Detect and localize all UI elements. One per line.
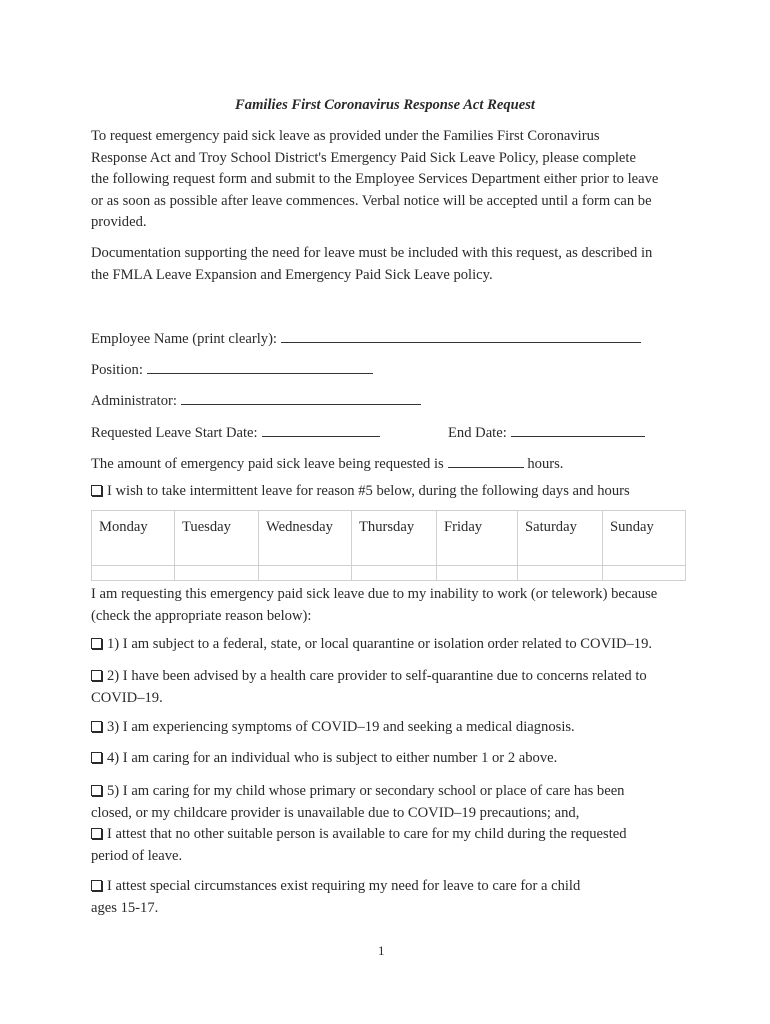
hours-cell-tuesday[interactable] — [175, 566, 259, 581]
reason-5 — [91, 781, 683, 867]
attest-2 — [91, 876, 683, 919]
page-number: 1 — [378, 943, 385, 958]
hours-suffix: hours. — [527, 456, 564, 472]
doc-line: the FMLA Leave Expansion and Emergency Paid Sick Leave policy. — [91, 266, 493, 283]
reason-1 — [91, 636, 652, 653]
hours-cell-sunday[interactable] — [603, 566, 686, 581]
intermittent-label: I wish to take intermittent leave for reason #5 below, during the following days and hours — [107, 483, 630, 499]
administrator-field[interactable] — [181, 390, 421, 405]
intro-line: the following request form and submit to the Employee Services Department either prior to leave — [91, 171, 659, 188]
intro-line: To request emergency paid sick leave as provided under the Families First Coronavirus — [91, 128, 600, 144]
reason-2-label: 2) I have been advised by a health care provider to self-quarantine due to concerns related to — [107, 668, 647, 684]
reason-1-checkbox[interactable] — [91, 638, 102, 649]
attest-1-label-cont: period of leave. — [91, 847, 183, 864]
hours-cell-wednesday[interactable] — [259, 566, 352, 581]
position-field[interactable] — [147, 359, 373, 374]
reason-3-checkbox[interactable] — [91, 721, 102, 732]
hours-label: The amount of emergency paid sick leave being requested is — [91, 456, 444, 472]
reason-5-label: 5) I am caring for my child whose primary or secondary school or place of care has been — [107, 783, 625, 799]
documentation-paragraph — [91, 243, 683, 286]
hours-cell-thursday[interactable] — [352, 566, 437, 581]
hours-field[interactable] — [448, 453, 524, 468]
intermittent-checkbox[interactable] — [91, 485, 102, 496]
attest-2-label: I attest special circumstances exist requiring my need for leave to care for a child — [107, 878, 581, 894]
day-thursday: Thursday — [352, 511, 437, 566]
reason-3-label: 3) I am experiencing symptoms of COVID–19 and seeking a medical diagnosis. — [107, 719, 575, 735]
position-row — [91, 359, 373, 379]
days-header-row — [92, 511, 686, 566]
reason-2-label-cont: COVID–19. — [91, 689, 163, 706]
reason-4-checkbox[interactable] — [91, 752, 102, 763]
start-date-row — [91, 422, 380, 442]
form-title: Families First Coronavirus Response Act Request — [235, 97, 535, 113]
hours-cell-friday[interactable] — [437, 566, 518, 581]
reason-intro-line: (check the appropriate reason below): — [91, 607, 312, 624]
reason-4 — [91, 750, 557, 767]
hours-row — [91, 453, 563, 473]
employee-name-row — [91, 328, 641, 348]
position-label: Position: — [91, 362, 143, 378]
start-date-label: Requested Leave Start Date: — [91, 425, 258, 441]
intro-paragraph — [91, 126, 683, 234]
hours-cell-monday[interactable] — [92, 566, 175, 581]
reason-2-checkbox[interactable] — [91, 670, 102, 681]
administrator-label: Administrator: — [91, 393, 177, 409]
intro-line: Response Act and Troy School District's Emergency Paid Sick Leave Policy, please complete — [91, 149, 636, 166]
intro-line: provided. — [91, 214, 147, 231]
hours-cell-saturday[interactable] — [518, 566, 603, 581]
reason-intro-paragraph — [91, 584, 683, 627]
reason-3 — [91, 719, 575, 736]
employee-name-label: Employee Name (print clearly): — [91, 331, 277, 347]
reason-5-label-cont: closed, or my childcare provider is unavailable due to COVID–19 precautions; and, — [91, 804, 580, 821]
intermittent-row — [91, 483, 630, 500]
day-sunday: Sunday — [603, 511, 686, 566]
reason-intro-line: I am requesting this emergency paid sick leave due to my inability to work (or telework) because — [91, 586, 658, 602]
end-date-row — [448, 422, 645, 442]
employee-name-field[interactable] — [281, 328, 641, 343]
end-date-field[interactable] — [511, 422, 645, 437]
day-tuesday: Tuesday — [175, 511, 259, 566]
reason-4-label: 4) I am caring for an individual who is subject to either number 1 or 2 above. — [107, 750, 558, 766]
attest-2-checkbox[interactable] — [91, 880, 102, 891]
days-hours-row — [92, 566, 686, 581]
reason-5-checkbox[interactable] — [91, 785, 102, 796]
end-date-label: End Date: — [448, 425, 507, 441]
days-table — [91, 510, 686, 581]
attest-1-label: I attest that no other suitable person is available to care for my child during the requested — [107, 826, 627, 843]
day-friday: Friday — [437, 511, 518, 566]
day-monday: Monday — [92, 511, 175, 566]
start-date-field[interactable] — [262, 422, 380, 437]
administrator-row — [91, 390, 421, 410]
reason-1-label: 1) I am subject to a federal, state, or local quarantine or isolation order related to COVID–19. — [107, 636, 653, 652]
attest-2-label-cont: ages 15-17. — [91, 899, 159, 916]
attest-1-checkbox[interactable] — [91, 828, 102, 839]
reason-2 — [91, 666, 683, 709]
day-saturday: Saturday — [518, 511, 603, 566]
doc-line: Documentation supporting the need for leave must be included with this request, as described in — [91, 245, 653, 261]
intro-line: or as soon as possible after leave commences. Verbal notice will be accepted until a form can be — [91, 192, 652, 209]
day-wednesday: Wednesday — [259, 511, 352, 566]
